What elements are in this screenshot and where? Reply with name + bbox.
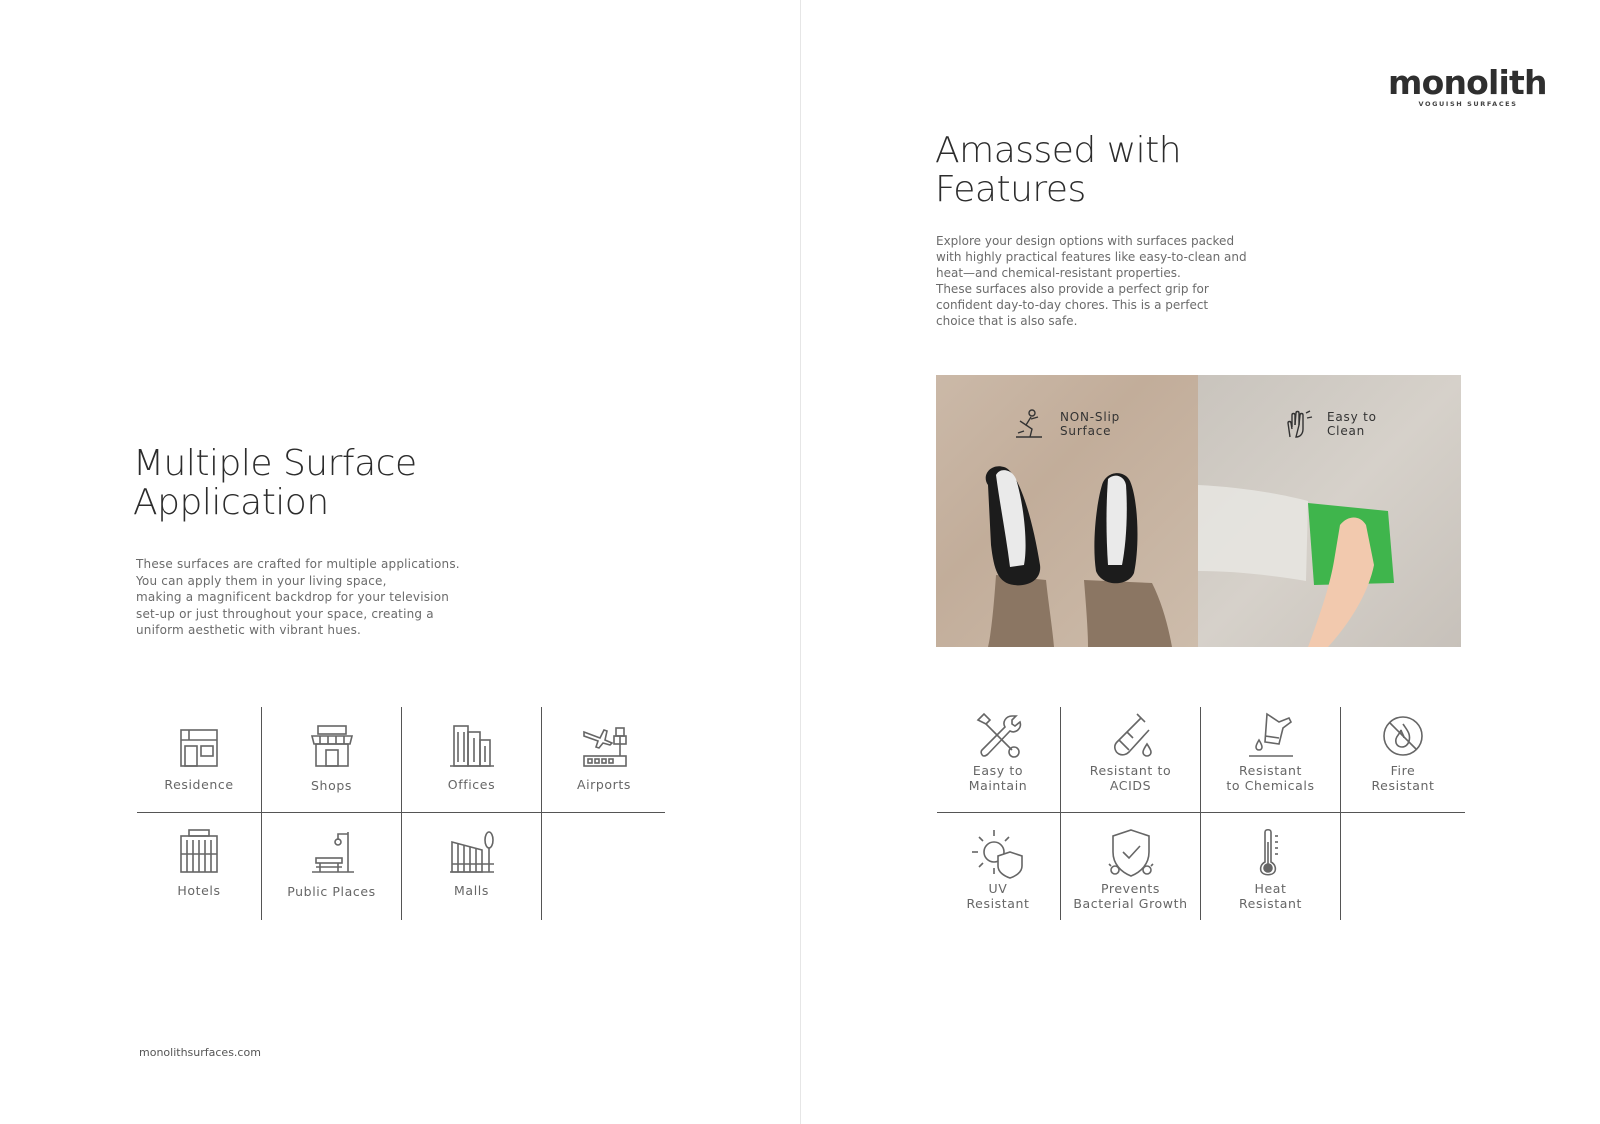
application-public-places: Public Places xyxy=(263,828,400,900)
grid-divider xyxy=(1340,707,1341,920)
grid-divider xyxy=(1200,707,1201,920)
left-title: Multiple Surface Application xyxy=(133,443,417,523)
feature-photo xyxy=(936,375,1461,647)
application-hotels: Hotels xyxy=(138,828,260,899)
bacteria-shield-icon xyxy=(1103,826,1159,882)
shop-icon xyxy=(308,722,356,770)
grid-divider xyxy=(401,707,402,920)
application-airports: Airports xyxy=(543,722,665,793)
feature-easy-to-maintain: Easy to Maintain xyxy=(937,710,1059,793)
non-slip-caption: NON-Slip Surface xyxy=(1060,410,1121,438)
hotel-icon xyxy=(175,828,223,876)
brand-logo: monolith VOGUISH SURFACES xyxy=(1388,63,1547,108)
test-tube-icon xyxy=(1105,710,1157,762)
feature-fire-resistant: Fire Resistant xyxy=(1342,710,1464,793)
tools-icon xyxy=(972,710,1024,762)
feature-resistant-to-acids: Resistant to ACIDS xyxy=(1062,710,1199,793)
grid-divider xyxy=(261,707,262,920)
sun-shield-icon xyxy=(970,826,1026,882)
cleaning-hand-icon xyxy=(1282,407,1316,441)
application-shops: Shops xyxy=(263,722,400,794)
application-offices: Offices xyxy=(403,722,540,793)
chemical-pour-icon xyxy=(1245,710,1297,762)
non-slip-photo xyxy=(936,375,1198,647)
application-malls: Malls xyxy=(403,828,540,899)
footer-url: monolithsurfaces.com xyxy=(139,1046,261,1059)
right-page xyxy=(801,0,1600,1124)
non-slip-icon xyxy=(1012,407,1046,441)
mall-icon xyxy=(448,828,496,876)
no-fire-icon xyxy=(1377,710,1429,762)
feature-heat-resistant: Heat Resistant xyxy=(1202,826,1339,911)
left-body-text: These surfaces are crafted for multiple applications. You can apply them in your living space, making a magnificent backdrop for your television set-up or just throughout your space, creating a uniform aesthetic with vibrant hues. xyxy=(136,557,460,638)
thermometer-icon xyxy=(1243,826,1299,882)
right-body-text: Explore your design options with surfaces packed with highly practical features like easy-to-clean and heat—and chemical-resistant properties. These surfaces also provide a perfect grip for confident day-to-day chores. This is a perfect choice that is also safe. xyxy=(936,234,1247,328)
feature-uv-resistant: UV Resistant xyxy=(937,826,1059,911)
office-building-icon xyxy=(448,722,496,770)
airport-icon xyxy=(580,722,628,770)
easy-clean-caption: Easy to Clean xyxy=(1327,410,1377,438)
grid-divider xyxy=(1060,707,1061,920)
feature-resistant-to-chemicals: Resistant to Chemicals xyxy=(1202,710,1339,793)
residence-icon xyxy=(175,722,223,770)
application-residence: Residence xyxy=(138,722,260,793)
easy-clean-photo xyxy=(1198,375,1461,647)
grid-divider xyxy=(541,707,542,920)
public-place-icon xyxy=(308,828,356,876)
right-title: Amassed with Features xyxy=(935,130,1182,210)
grid-divider xyxy=(137,812,665,813)
feature-prevents-bacterial-growth: Prevents Bacterial Growth xyxy=(1062,826,1199,911)
grid-divider xyxy=(937,812,1465,813)
